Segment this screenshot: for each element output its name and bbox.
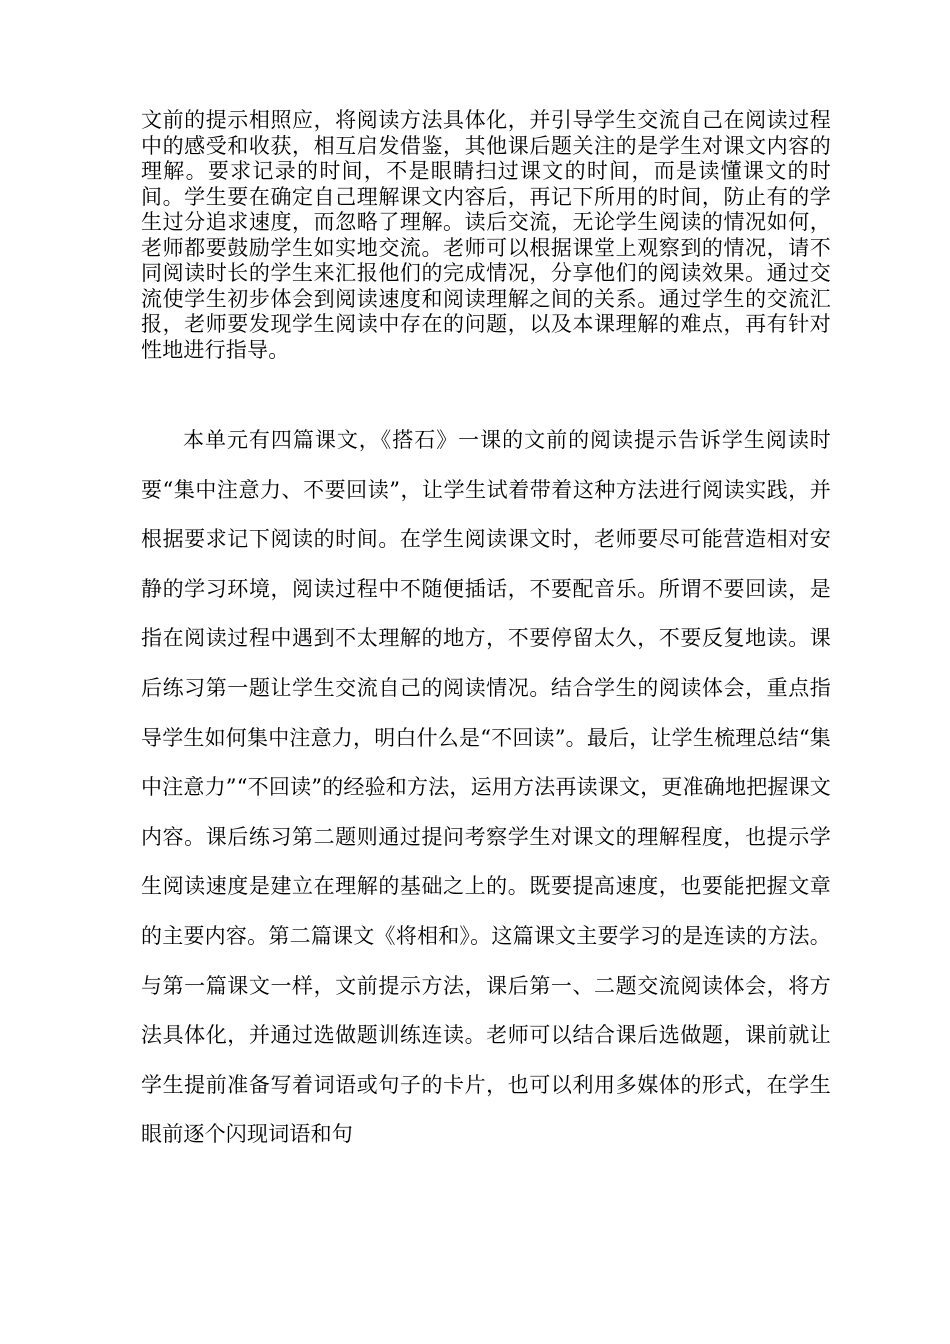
paragraph-text: 文前的提示相照应，将阅读方法具体化，并引导学生交流自己在阅读过程中的感受和收获，相互启发借鉴，其他课后题关注的是学生对课文内容的理解。要求记录的时间，不是眼睛扫过课文的时间，而是读懂课文的时间。学生要在确定自己理解课文内容后，再记下所用的时间，防止有的学生过分追求速度，而忽略了理解。读后交流，无论学生阅读的情况如何，老师都要鼓励学生如实地交流。老师可以根据课堂上观察到的情况，请不同阅读时长的学生来汇报他们的完成情况，分享他们的阅读效果。通过交流使学生初步体会到阅读速度和阅读理解之间的关系。通过学生的交流汇报，老师要发现学生阅读中存在的问题，以及本课理解的难点，再有针对性地进行指导。: [141, 108, 831, 362]
paragraph-continued: [141, 108, 831, 363]
paragraph-text: 本单元有四篇课文，《搭石》一课的文前的阅读提示告诉学生阅读时要“集中注意力、不要回读”，让学生试着带着这种方法进行阅读实践，并根据要求记下阅读的时间。在学生阅读课文时，老师要尽可能营造相对安静的学习环境，阅读过程中不随便插话，不要配音乐。所谓不要回读，是指在阅读过程中遇到不太理解的地方，不要停留太久，不要反复地读。课后练习第一题让学生交流自己的阅读情况。结合学生的阅读体会，重点指导学生如何集中注意力，明白什么是“不回读”。最后，让学生梳理总结“集中注意力”“不回读”的经验和方法，运用方法再读课文，更准确地把握课文内容。课后练习第二题则通过提问考察学生对课文的理解程度，也提示学生阅读速度是建立在理解的基础之上的。既要提高速度，也要能把握文章的主要内容。第二篇课文《将相和》。这篇课文主要学习的是连读的方法。与第一篇课文一样，文前提示方法，课后第一、二题交流阅读体会，将方法具体化，并通过选做题训练连读。老师可以结合课后选做题，课前就让学生提前准备写着词语或句子的卡片，也可以利用多媒体的形式，在学生眼前逐个闪现词语和句: [141, 428, 832, 1147]
paragraph-unit-overview: [141, 416, 831, 1160]
